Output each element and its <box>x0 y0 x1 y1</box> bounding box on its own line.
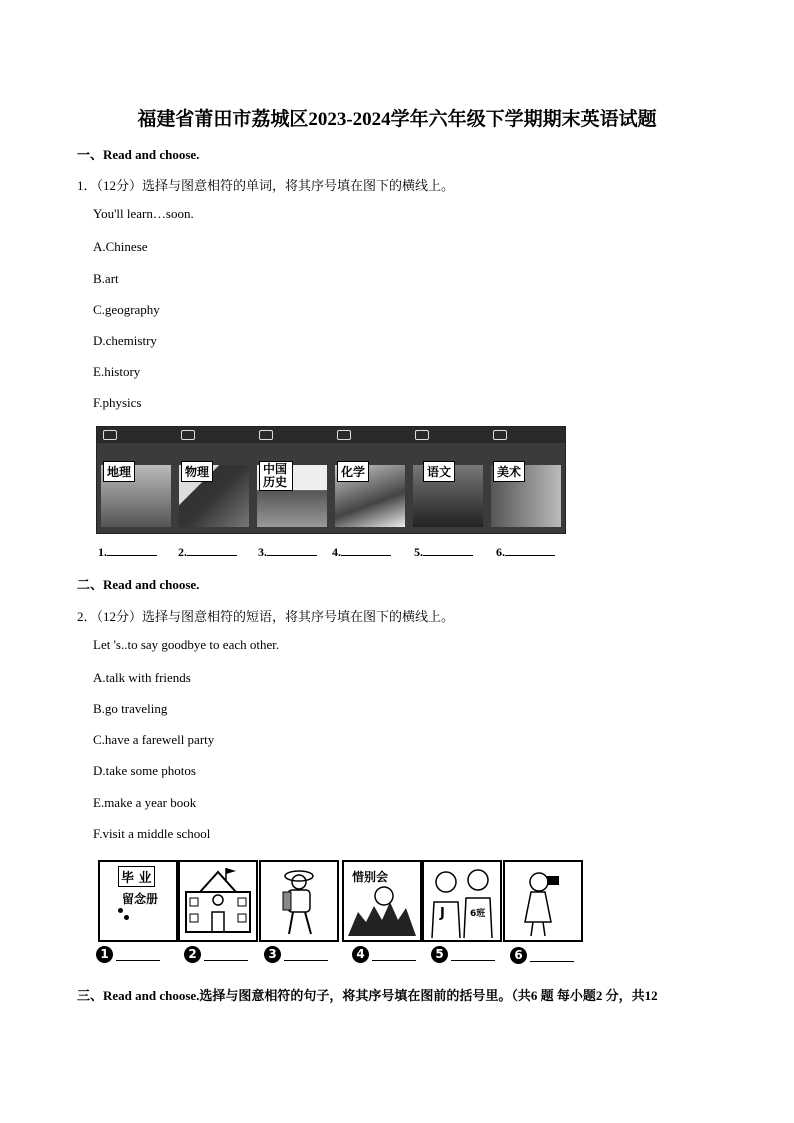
hiker-icon <box>261 862 337 940</box>
circle-number-6: 6 <box>510 947 527 964</box>
two-friends-icon <box>424 862 500 940</box>
section3-heading: 三、Read and choose.选择与图意相符的句子，将其序号填在图前的括号里。（共6 题 每小题2 分，共12 <box>77 988 658 1003</box>
blank-number: 6. <box>496 545 505 559</box>
publisher-logo-icon <box>415 430 429 440</box>
q2-answer-line-2[interactable] <box>204 959 248 961</box>
q2-answer-line-4[interactable] <box>372 959 416 961</box>
q1-blank-4[interactable] <box>332 544 391 560</box>
q2-answer-line-5[interactable] <box>451 959 495 961</box>
picture-talk-friends <box>422 860 502 942</box>
picture-yearbook <box>98 860 178 942</box>
q2-answer-line-6[interactable] <box>530 960 574 962</box>
publisher-logo-icon <box>103 430 117 440</box>
q2-option-a: A.talk with friends <box>93 670 191 685</box>
circle-number-4: 4 <box>352 946 369 963</box>
question2-prompt: Let 's..to say goodbye to each other. <box>93 637 280 652</box>
q2-option-d: D.take some photos <box>93 763 196 778</box>
publisher-logo-icon <box>181 430 195 440</box>
section1-heading: 一、Read and choose. <box>77 147 200 162</box>
q1-option-e: E.history <box>93 364 141 379</box>
question1-text: 1．（12分）选择与图意相符的单词，将其序号填在图下的横线上。 <box>77 178 455 193</box>
blank-number: 5. <box>414 545 423 559</box>
picture-middle-school <box>178 860 258 942</box>
circle-number-3: 3 <box>264 946 281 963</box>
q1-option-d: D.chemistry <box>93 333 157 348</box>
blank-number: 4. <box>332 545 341 559</box>
book-label-chemistry: 化学 <box>337 461 369 482</box>
q2-option-b: B.go traveling <box>93 701 168 716</box>
q2-answer-line-1[interactable] <box>116 959 160 961</box>
chinese-book <box>409 427 489 533</box>
section2-heading: 二、Read and choose. <box>77 577 200 592</box>
publisher-logo-icon <box>493 430 507 440</box>
q1-blank-2[interactable] <box>178 544 237 560</box>
activity-pictures <box>98 860 582 942</box>
q2-option-c: C.have a farewell party <box>93 732 215 747</box>
shirt-text: 6班 <box>470 909 486 919</box>
q1-option-f: F.physics <box>93 395 142 410</box>
publisher-logo-icon <box>337 430 351 440</box>
chemistry-book <box>331 427 411 533</box>
book-label-chinese: 语文 <box>423 461 455 482</box>
q1-blank-6[interactable] <box>496 544 555 560</box>
picture-take-photos <box>503 860 583 942</box>
q2-option-f: F.visit a middle school <box>93 826 211 841</box>
blank-number: 2. <box>178 545 187 559</box>
school-building-icon <box>180 862 256 940</box>
geography-book <box>97 427 177 533</box>
camera-girl-icon <box>505 862 581 940</box>
question2-text: 2．（12分）选择与图意相符的短语，将其序号填在图下的横线上。 <box>77 609 455 624</box>
shirt-letter: J <box>440 906 445 921</box>
book-label-history: 中国历史 <box>259 461 293 491</box>
yearbook-title: 毕 业 <box>118 866 155 887</box>
party-banner: 惜别会 <box>352 870 389 884</box>
q1-option-b: B.art <box>93 271 119 286</box>
art-book <box>487 427 565 533</box>
book-label-physics: 物理 <box>181 461 213 482</box>
q2-answer-line-3[interactable] <box>284 959 328 961</box>
picture-farewell-party <box>342 860 422 942</box>
history-book <box>253 427 333 533</box>
q1-option-c: C.geography <box>93 302 160 317</box>
q2-option-e: E.make a year book <box>93 795 197 810</box>
q1-blank-3[interactable] <box>258 544 317 560</box>
circle-number-2: 2 <box>184 946 201 963</box>
textbook-covers-image <box>96 426 566 534</box>
blank-number: 3. <box>258 545 267 559</box>
book-label-geography: 地理 <box>103 461 135 482</box>
publisher-logo-icon <box>259 430 273 440</box>
circle-number-5: 5 <box>431 946 448 963</box>
q1-blank-5[interactable] <box>414 544 473 560</box>
q1-blank-1[interactable] <box>98 544 157 560</box>
blank-number: 1. <box>98 545 107 559</box>
picture-traveling <box>259 860 339 942</box>
q1-option-a: A.Chinese <box>93 239 148 254</box>
cheering-hands-icon <box>344 862 420 940</box>
question1-prompt: You'll learn…soon. <box>93 206 194 221</box>
yearbook-subtitle: 留念册 <box>122 892 159 906</box>
book-label-art: 美术 <box>493 461 525 482</box>
circle-number-1: 1 <box>96 946 113 963</box>
page-title: 福建省莆田市荔城区2023-2024学年六年级下学期期末英语试题 <box>137 109 657 130</box>
physics-book <box>175 427 255 533</box>
